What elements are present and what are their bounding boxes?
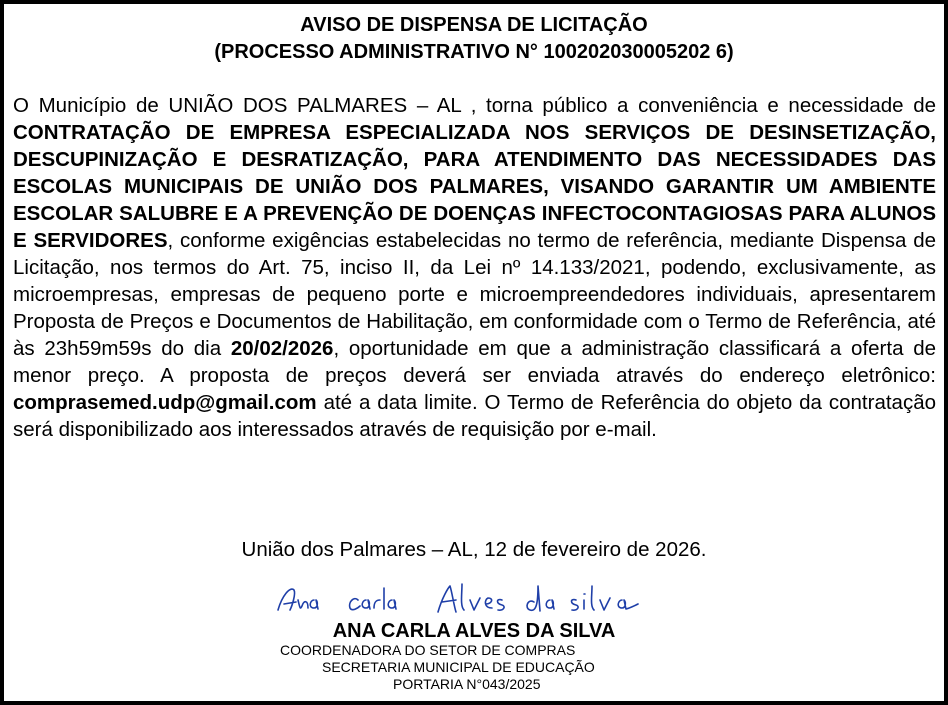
signature-stroke xyxy=(438,584,504,612)
body-deadline: 20/02/2026 xyxy=(230,337,334,360)
signature-stroke xyxy=(527,586,554,611)
notice-body xyxy=(13,92,936,443)
signer-department: SECRETARIA MUNICIPAL DE EDUCAÇÃO xyxy=(322,659,595,675)
signature-stroke xyxy=(350,588,396,610)
body-middle: , conforme exigências estabelecidas no termo de referência, mediante Dispensa de Licitação, nos termos do Art. 75, inciso II, da Lei nº 14.133/2021, podendo, exclusivamente, as microempresas, empresas de pequeno porte e microempreendedores individuais, apresentarem Proposta de Preços e Documentos de Habilitação, em conformidade com o Termo de Referência, até às 23h59m59s do dia xyxy=(13,229,936,360)
signer-role: COORDENADORA DO SETOR DE COMPRAS xyxy=(280,642,576,658)
body-after-deadline: , oportunidade em que a administração classificará a oferta de menor preço. A proposta de preços deverá ser enviada através do endereço eletrônico: xyxy=(13,337,936,387)
title-line-2: (PROCESSO ADMINISTRATIVO N° 100202030005202 6) xyxy=(214,41,734,63)
notice-title xyxy=(0,12,948,66)
place-date: União dos Palmares – AL, 12 de fevereiro de 2026. xyxy=(241,538,707,561)
body-object: CONTRATAÇÃO DE EMPRESA ESPECIALIZADA NOS SERVIÇOS DE DESINSETIZAÇÃO, DESCUPINIZAÇÃO E DESRATIZAÇÃO, PARA ATENDIMENTO DAS NECESSIDADES DAS ESCOLAS MUNICIPAIS DE UNIÃO DOS PALMARES, VISANDO GARANTIR UM AMBIENTE ESCOLAR SALUBRE E A PREVENÇÃO DE DOENÇAS INFECTOCONTAGIOSAS PARA ALUNOS E SERVIDORES xyxy=(13,121,936,252)
signer-portaria: PORTARIA N°043/2025 xyxy=(393,676,541,692)
notice-document xyxy=(4,4,944,701)
body-email: comprasemed.udp@gmail.com xyxy=(13,391,317,414)
signature-stroke xyxy=(572,586,639,610)
signer-name: ANA CARLA ALVES DA SILVA xyxy=(332,620,616,642)
title-line-1: AVISO DE DISPENSA DE LICITAÇÃO xyxy=(300,14,648,36)
body-closing: até a data limite. O Termo de Referência do objeto da contratação será disponibilizado aos interessados através de requisição por e-mail. xyxy=(13,391,936,441)
signature-stroke xyxy=(278,589,318,610)
body-intro: O Município de UNIÃO DOS PALMARES – AL , torna público a conveniência e necessidade de xyxy=(13,94,936,117)
